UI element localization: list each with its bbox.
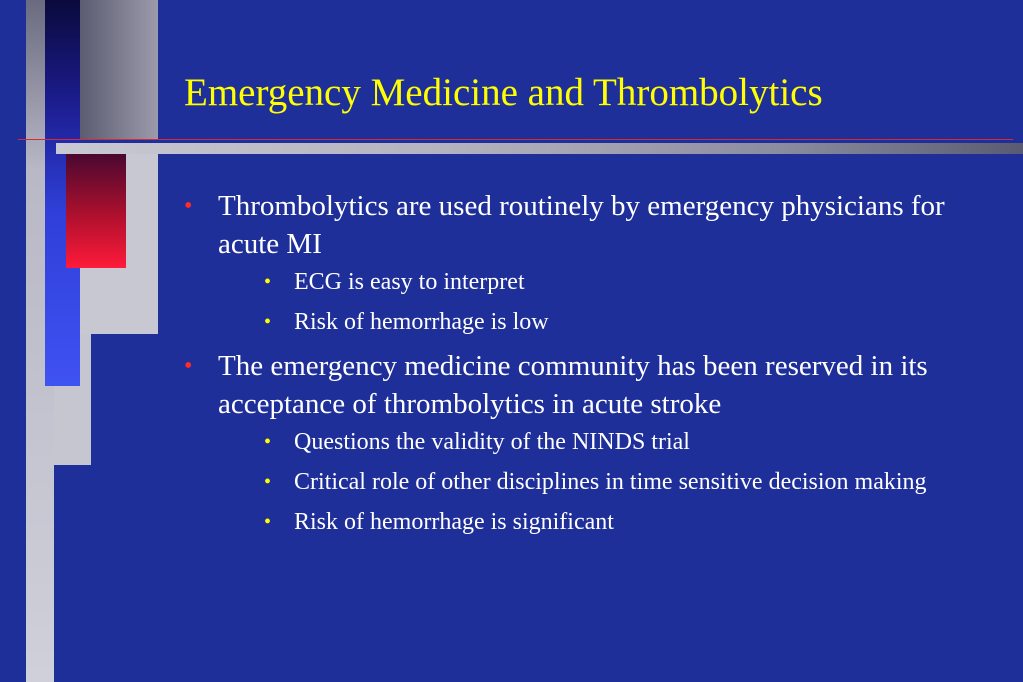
bullet-icon: • [184, 353, 193, 379]
sub-bullet-text: Questions the validity of the NINDS trial [294, 429, 690, 455]
sub-bullet-item [218, 506, 982, 539]
sub-bullet-list [218, 426, 982, 539]
decor-red-rule [18, 139, 1013, 140]
decor-gray-top-bar [78, 0, 158, 140]
bullet-text: Thrombolytics are used routinely by emergency physicians for acute MI [218, 190, 945, 260]
sub-bullet-item [218, 306, 982, 339]
slide-title: Emergency Medicine and Thrombolytics [184, 71, 823, 114]
sub-bullet-icon: • [264, 311, 272, 333]
sub-bullet-icon: • [264, 271, 272, 293]
sub-bullet-text: ECG is easy to interpret [294, 269, 525, 295]
sub-bullet-text: Risk of hemorrhage is significant [294, 509, 614, 535]
bullet-text: The emergency medicine community has been reserved in its acceptance of thrombolytics in acute stroke [218, 350, 928, 420]
sub-bullet-item [218, 426, 982, 459]
decor-gray-horizontal-bar [56, 143, 1023, 154]
sub-bullet-icon: • [264, 471, 272, 493]
sub-bullet-text: Risk of hemorrhage is low [294, 309, 549, 335]
sub-bullet-item [218, 466, 982, 499]
sub-bullet-icon: • [264, 431, 272, 453]
sub-bullet-text: Critical role of other disciplines in time sensitive decision making [294, 469, 927, 495]
sub-bullet-list [218, 266, 982, 339]
sub-bullet-icon: • [264, 511, 272, 533]
bullet-item [182, 347, 982, 539]
sub-bullet-item [218, 266, 982, 299]
bullet-list [182, 187, 982, 539]
decor-red-block [66, 154, 126, 268]
bullet-item [182, 187, 982, 339]
bullet-icon: • [184, 193, 193, 219]
